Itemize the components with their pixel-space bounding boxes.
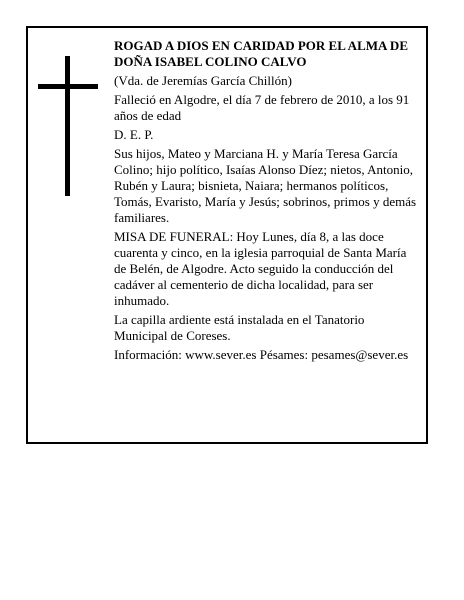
funeral-mass: MISA DE FUNERAL: Hoy Lunes, día 8, a las doce cuarenta y cinco, en la iglesia parroquial de Santa María de Belén, de Algodre. Acto seguido la conducción del cadáver al cementerio de dicha localidad, para ser inhumado. [114,229,407,308]
contact-info: Información: www.sever.es Pésames: pesames@sever.es [114,347,409,362]
cross-icon [38,56,98,196]
notice-heading: ROGAD A DIOS EN CARIDAD POR EL ALMA DE [114,38,408,53]
widow-of: (Vda. de Jeremías García Chillón) [114,73,292,88]
deceased-name: DOÑA ISABEL COLINO CALVO [114,54,307,69]
death-info: Falleció en Algodre, el día 7 de febrero de 2010, a los 91 años de edad [114,92,410,123]
notice-text [114,38,420,366]
chapel-info: La capilla ardiente está instalada en el Tanatorio Municipal de Coreses. [114,312,365,343]
rest-in-peace: D. E. P. [114,127,154,142]
family-list: Sus hijos, Mateo y Marciana H. y María Teresa García Colino; hijo político, Isaías Alonso Díez; nietos, Antonio, Rubén y Laura; bisnieta, Naiara; hermanos políticos, Tomás, Evaristo, María y Jesús; sobrinos, primos y demás familiares. [114,146,417,225]
cross-vertical-bar [65,56,70,196]
cross-horizontal-bar [38,84,98,89]
